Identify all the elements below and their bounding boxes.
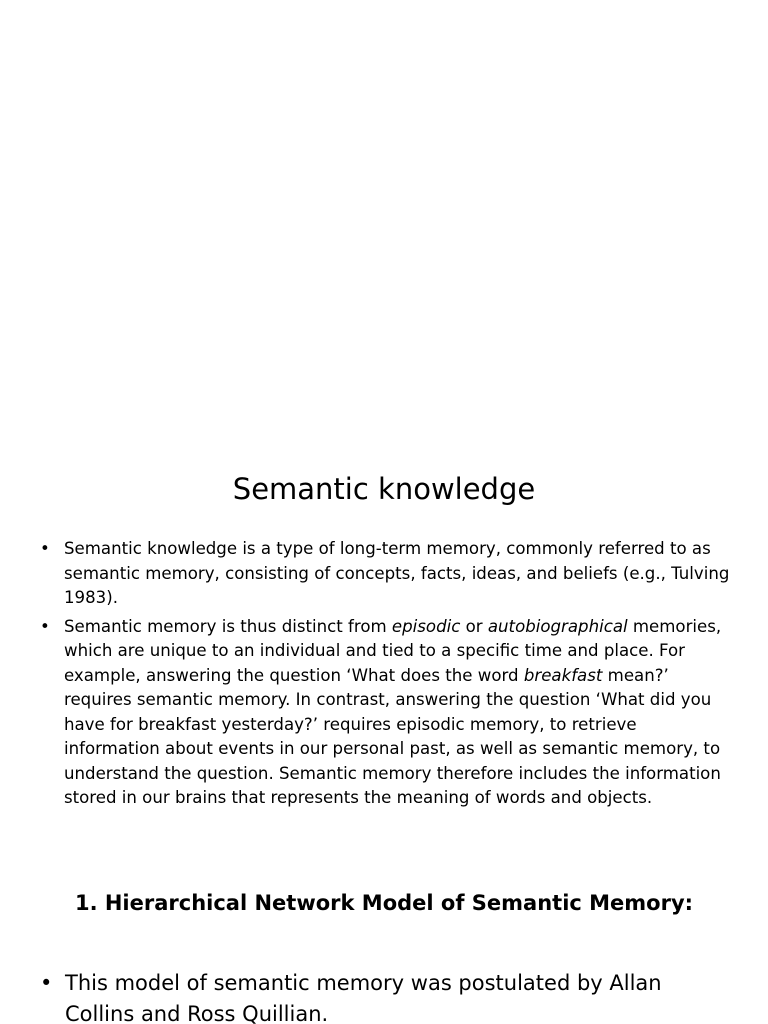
bullet-text bbox=[64, 539, 729, 607]
section-bullet-list bbox=[40, 968, 730, 1024]
text-segment: mean?’ requires semantic memory. In contrast, answering the question ‘What did you have for breakfast yesterday?’ requires episodic memory, to retrieve information about events in our personal past, as well as semantic memory, to understand the question. Semantic memory therefore includes the information stored in our brains that represents the meaning of words and objects. bbox=[64, 665, 721, 807]
text-segment: memories, which are unique to an individual and tied to a specific time and place. For example, answering the question ‘What does the word bbox=[64, 616, 722, 685]
italic-term: autobiographical bbox=[487, 616, 628, 636]
bullet-dot: • bbox=[40, 616, 50, 636]
bullet-list bbox=[40, 537, 730, 815]
bullet-text bbox=[64, 617, 721, 808]
bullet-item bbox=[40, 615, 730, 811]
bullet-text: This model of semantic memory was postulated by Allan Collins and Ross Quillian. bbox=[65, 971, 662, 1024]
text-segment: Semantic memory is thus distinct from bbox=[64, 616, 392, 636]
section-heading: 1. Hierarchical Network Model of Semantic Memory: bbox=[74, 891, 694, 915]
text-segment: Semantic knowledge is a type of long-term memory, commonly referred to as semantic memory, consisting of concepts, facts, ideas, and beliefs (e.g., Tulving 1983). bbox=[64, 539, 730, 607]
italic-term: episodic bbox=[391, 616, 461, 636]
bullet-item bbox=[40, 537, 730, 611]
italic-term: breakfast bbox=[523, 665, 603, 685]
slide-title: Semantic knowledge bbox=[232, 472, 536, 506]
bullet-dot: • bbox=[40, 539, 50, 558]
bullet-item bbox=[40, 968, 730, 1024]
bullet-dot: • bbox=[40, 971, 53, 995]
text-segment: or bbox=[460, 616, 488, 636]
